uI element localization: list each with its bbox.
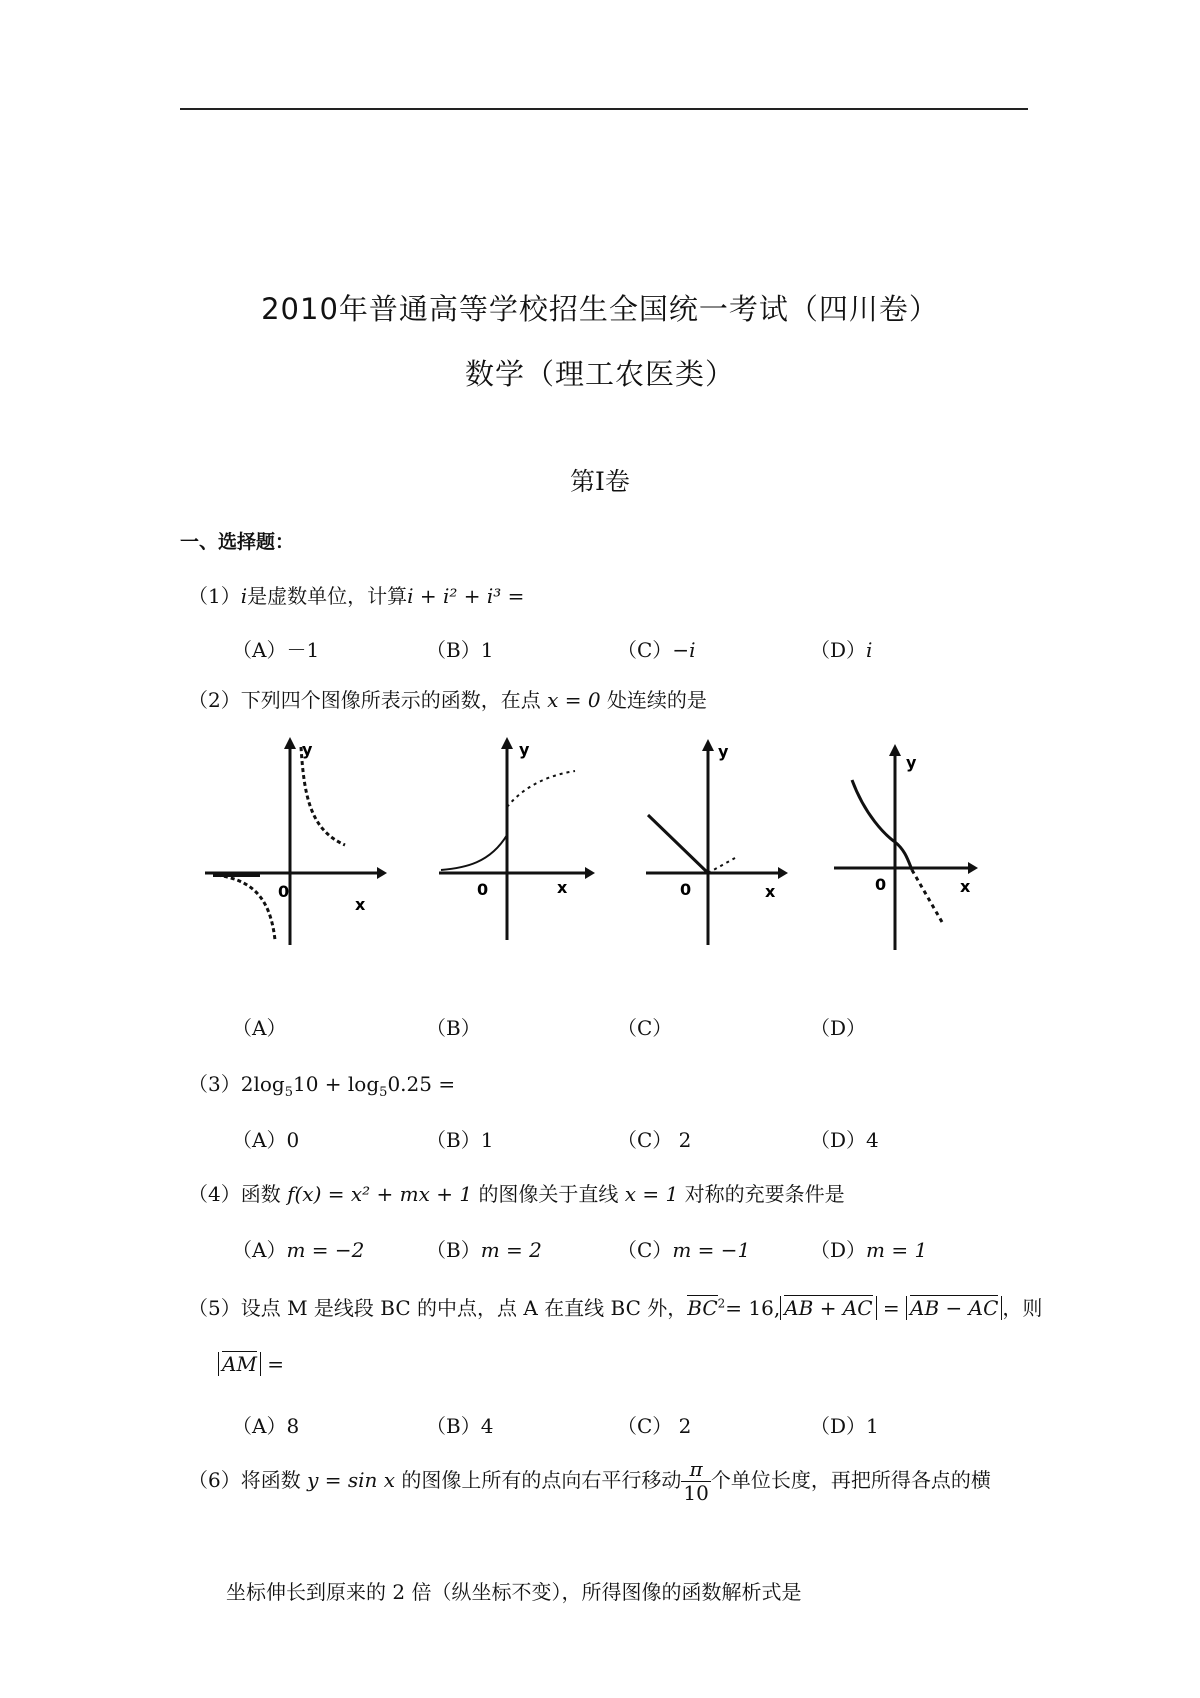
q5-option-d: （D）1 [810,1414,879,1438]
q4-option-a: （A）m = −2 [232,1238,365,1262]
q2-option-d: （D） [810,1016,867,1040]
y-label: y [906,753,917,772]
curve-lower [217,875,275,940]
graph-d [830,740,995,955]
q3-option-a: （A）0 [232,1128,300,1152]
fraction-pi-10: $\frac{\pi}{10}$ [683,1457,709,1505]
line-right [912,870,942,922]
graph-a [205,735,395,950]
q3-option-c: （C） 2 [617,1128,692,1152]
curve-left [852,780,912,870]
graph-b [435,735,605,950]
line-right [708,858,735,873]
q1-option-d: （D）i [810,638,873,662]
q4-option-b: （B）m = 2 [426,1238,542,1262]
q2-option-c: （C） [617,1016,673,1040]
q4-option-d: （D）m = 1 [810,1238,928,1262]
origin-label: 0 [875,875,887,894]
y-label: y [302,740,313,759]
y-label: y [718,742,729,761]
line-left [648,815,708,873]
q3-option-d: （D）4 [810,1128,879,1152]
q5-option-b: （B）4 [426,1414,494,1438]
question-2: （2）下列四个图像所表示的函数，在点 x = 0 处连续的是 [188,688,707,712]
origin-label: 0 [477,880,489,899]
header-rule [180,108,1028,110]
curve-upper [301,747,345,845]
q5-option-a: （A）8 [232,1414,300,1438]
x-label: x [355,895,366,914]
x-label: x [960,877,971,896]
q2-option-a: （A） [232,1016,287,1040]
question-3: $(3)2\log_510 + \log_50.25$ = [188,1072,456,1100]
question-6-cont: 坐标伸长到原来的 2 倍（纵坐标不变），所得图像的函数解析式是 [226,1580,802,1604]
q3-option-b: （B）1 [426,1128,494,1152]
q1-option-c: （C）−i [617,638,696,662]
curve-left [441,835,507,870]
q4-option-c: （C）m = −1 [617,1238,751,1262]
q1-option-a: （A）－1 [232,638,320,662]
question-4: （4）函数 f(x) = x² + mx + 1 的图像关于直线 x = 1 对称的充要条件是 [188,1182,845,1206]
q1-option-b: （B）1 [426,638,494,662]
curve-right [507,771,575,807]
section-heading: 一、选择题： [180,531,295,553]
y-label: y [519,740,530,759]
exam-subtitle: 数学（理工农医类） [464,357,735,391]
question-6: （6）将函数 y = sin x 的图像上所有的点向右平行移动 $\frac{\pi}{10}$ 个单位长度，再把所得各点的横 [188,1457,991,1505]
question-5: （5）设点 M 是线段 BC 的中点，点 A 在直线 BC 外，$BC^2= 16$, AB + AC = AB − AC ，则 [188,1296,1043,1320]
origin-label: 0 [680,880,692,899]
graph-c [640,735,800,950]
q2-option-b: （B） [426,1016,481,1040]
x-label: x [557,878,568,897]
x-label: x [765,882,776,901]
volume-heading: 第Ⅰ卷 [570,467,630,496]
question-number: （1） [188,584,241,608]
origin-label: 0 [278,882,290,901]
question-5-cont: AM = [218,1352,284,1376]
q5-option-c: （C） 2 [617,1414,692,1438]
exam-title: 2010年普通高等学校招生全国统一考试（四川卷） [261,292,939,326]
question-1: （1）i是虚数单位，计算i + i² + i³ = [188,584,525,608]
